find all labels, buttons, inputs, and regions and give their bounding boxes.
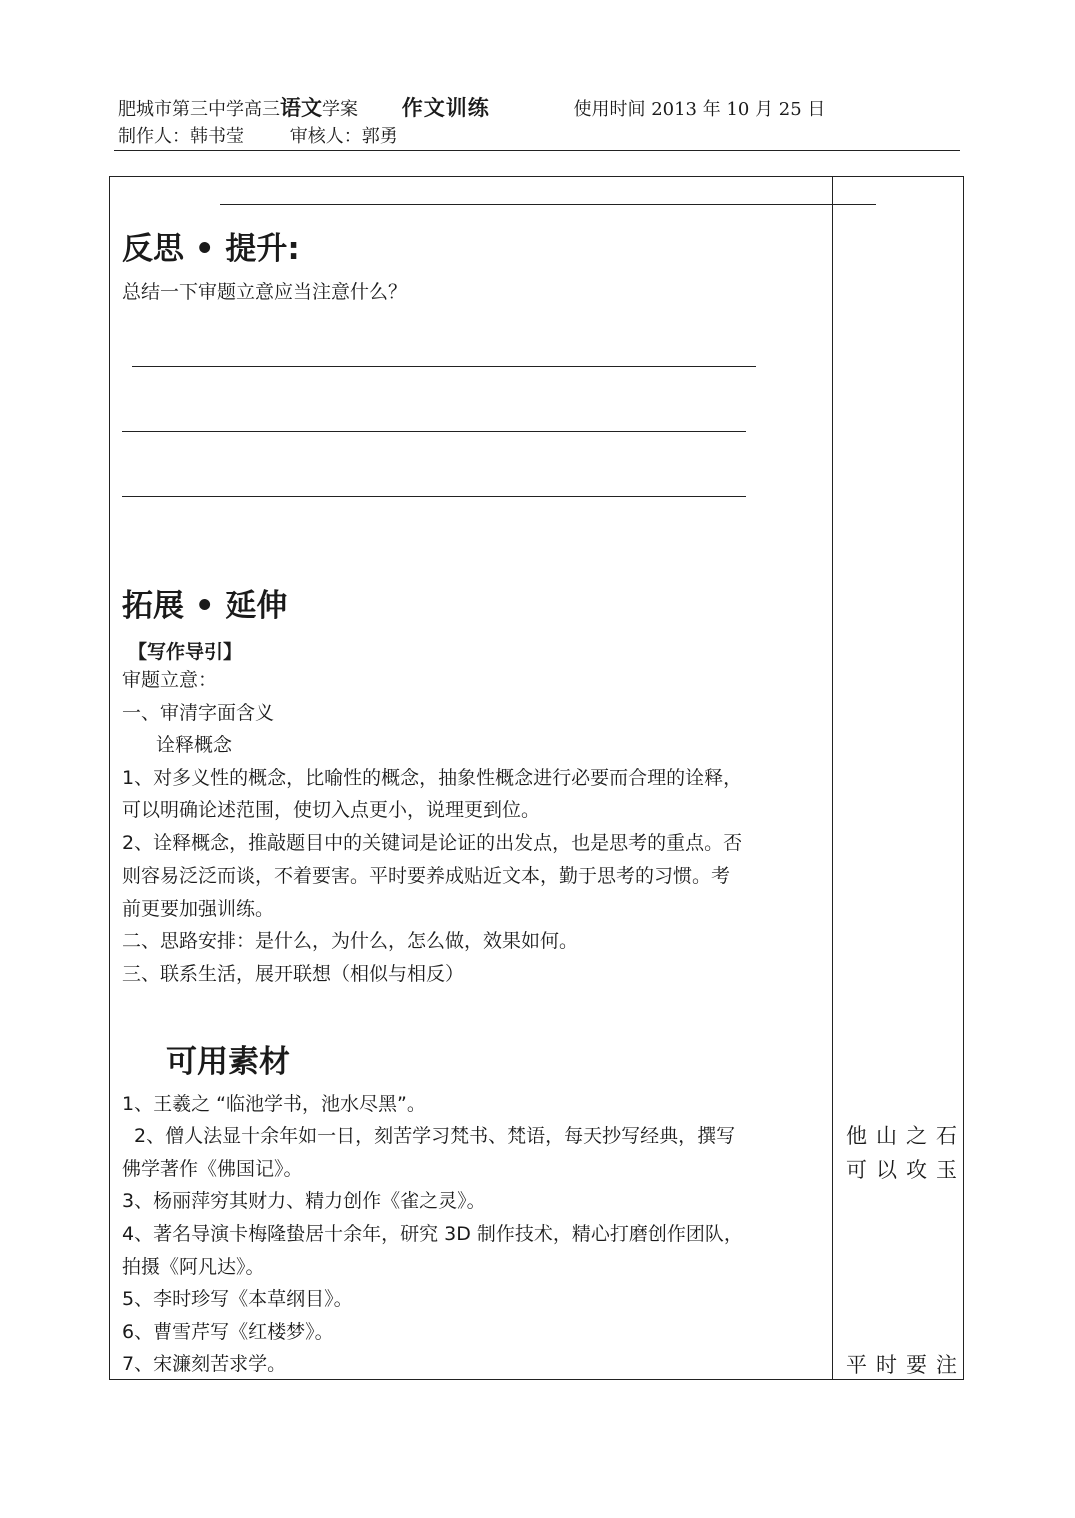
guide-line: 诠释概念 xyxy=(156,734,233,756)
guide-line: 三、联系生活，展开联想（相似与相反） xyxy=(122,963,465,985)
material-item: 2、僧人法显十余年如一日，刻苦学习梵书、梵语，每天抄写经典，撰写 xyxy=(134,1125,736,1147)
material-item: 4、著名导演卡梅隆蛰居十余年，研究 3D 制作技术，精心打磨创作团队， xyxy=(122,1223,743,1245)
subject: 语文 xyxy=(280,95,322,120)
extension-heading: 拓展 • 延伸 xyxy=(122,588,288,624)
guide-line: 审题立意： xyxy=(122,669,218,691)
material-item: 佛学著作《佛国记》。 xyxy=(122,1158,303,1180)
school-name: 肥城市第三中学高三 xyxy=(118,99,280,120)
author: 制作人：韩书莹 xyxy=(118,126,244,147)
material-item: 5、李时珍写《本草纲目》。 xyxy=(122,1288,353,1310)
side-note-line: 他山之石 xyxy=(846,1124,966,1148)
answer-line xyxy=(122,431,746,432)
doc-type: 学案 xyxy=(322,99,358,120)
header-line2 xyxy=(118,123,960,151)
column-divider xyxy=(832,176,833,1380)
reflection-heading: 反思 • 提升: xyxy=(122,231,300,267)
material-item: 6、曹雪芹写《红楼梦》。 xyxy=(122,1321,334,1343)
side-note-line: 可以攻玉 xyxy=(846,1158,966,1182)
guide-line: 则容易泛泛而谈，不着要害。平时要养成贴近文本，勤于思考的习惯。考 xyxy=(122,865,731,887)
reviewer: 审核人：郭勇 xyxy=(289,126,398,147)
guide-line: 1、对多义性的概念，比喻性的概念，抽象性概念进行必要而合理的诠释， xyxy=(122,767,743,789)
material-item: 1、王羲之 “临池学书，池水尽黑”。 xyxy=(122,1093,426,1115)
guide-line: 可以明确论述范围，使切入点更小，说理更到位。 xyxy=(122,799,541,821)
guide-line: 2、诠释概念，推敲题目中的关键词是论证的出发点，也是思考的重点。否 xyxy=(122,832,743,854)
materials-heading: 可用素材 xyxy=(166,1044,290,1080)
guide-line: 前更要加强训练。 xyxy=(122,898,275,920)
answer-line xyxy=(122,496,746,497)
answer-line xyxy=(132,366,756,367)
material-item: 3、杨丽萍穷其财力、精力创作《雀之灵》。 xyxy=(122,1190,486,1212)
guide-line: 二、思路安排：是什么，为什么，怎么做，效果如何。 xyxy=(122,930,579,952)
document-title: 作文训练 xyxy=(401,95,490,120)
reflection-prompt: 总结一下审题立意应当注意什么？ xyxy=(122,281,408,303)
guide-line: 一、审清字面含义 xyxy=(122,702,275,724)
side-note-line: 平时要注 xyxy=(846,1353,966,1377)
header-line1 xyxy=(118,93,960,123)
answer-line xyxy=(220,204,876,205)
material-item: 7、宋濂刻苦求学。 xyxy=(122,1353,287,1375)
header-rule xyxy=(114,150,960,151)
material-item: 拍摄《阿凡达》。 xyxy=(122,1256,265,1278)
writing-guide-title: 【写作导引】 xyxy=(128,641,243,663)
usage-date: 使用时间 2013 年 10 月 25 日 xyxy=(573,99,826,120)
page-header xyxy=(118,93,960,151)
